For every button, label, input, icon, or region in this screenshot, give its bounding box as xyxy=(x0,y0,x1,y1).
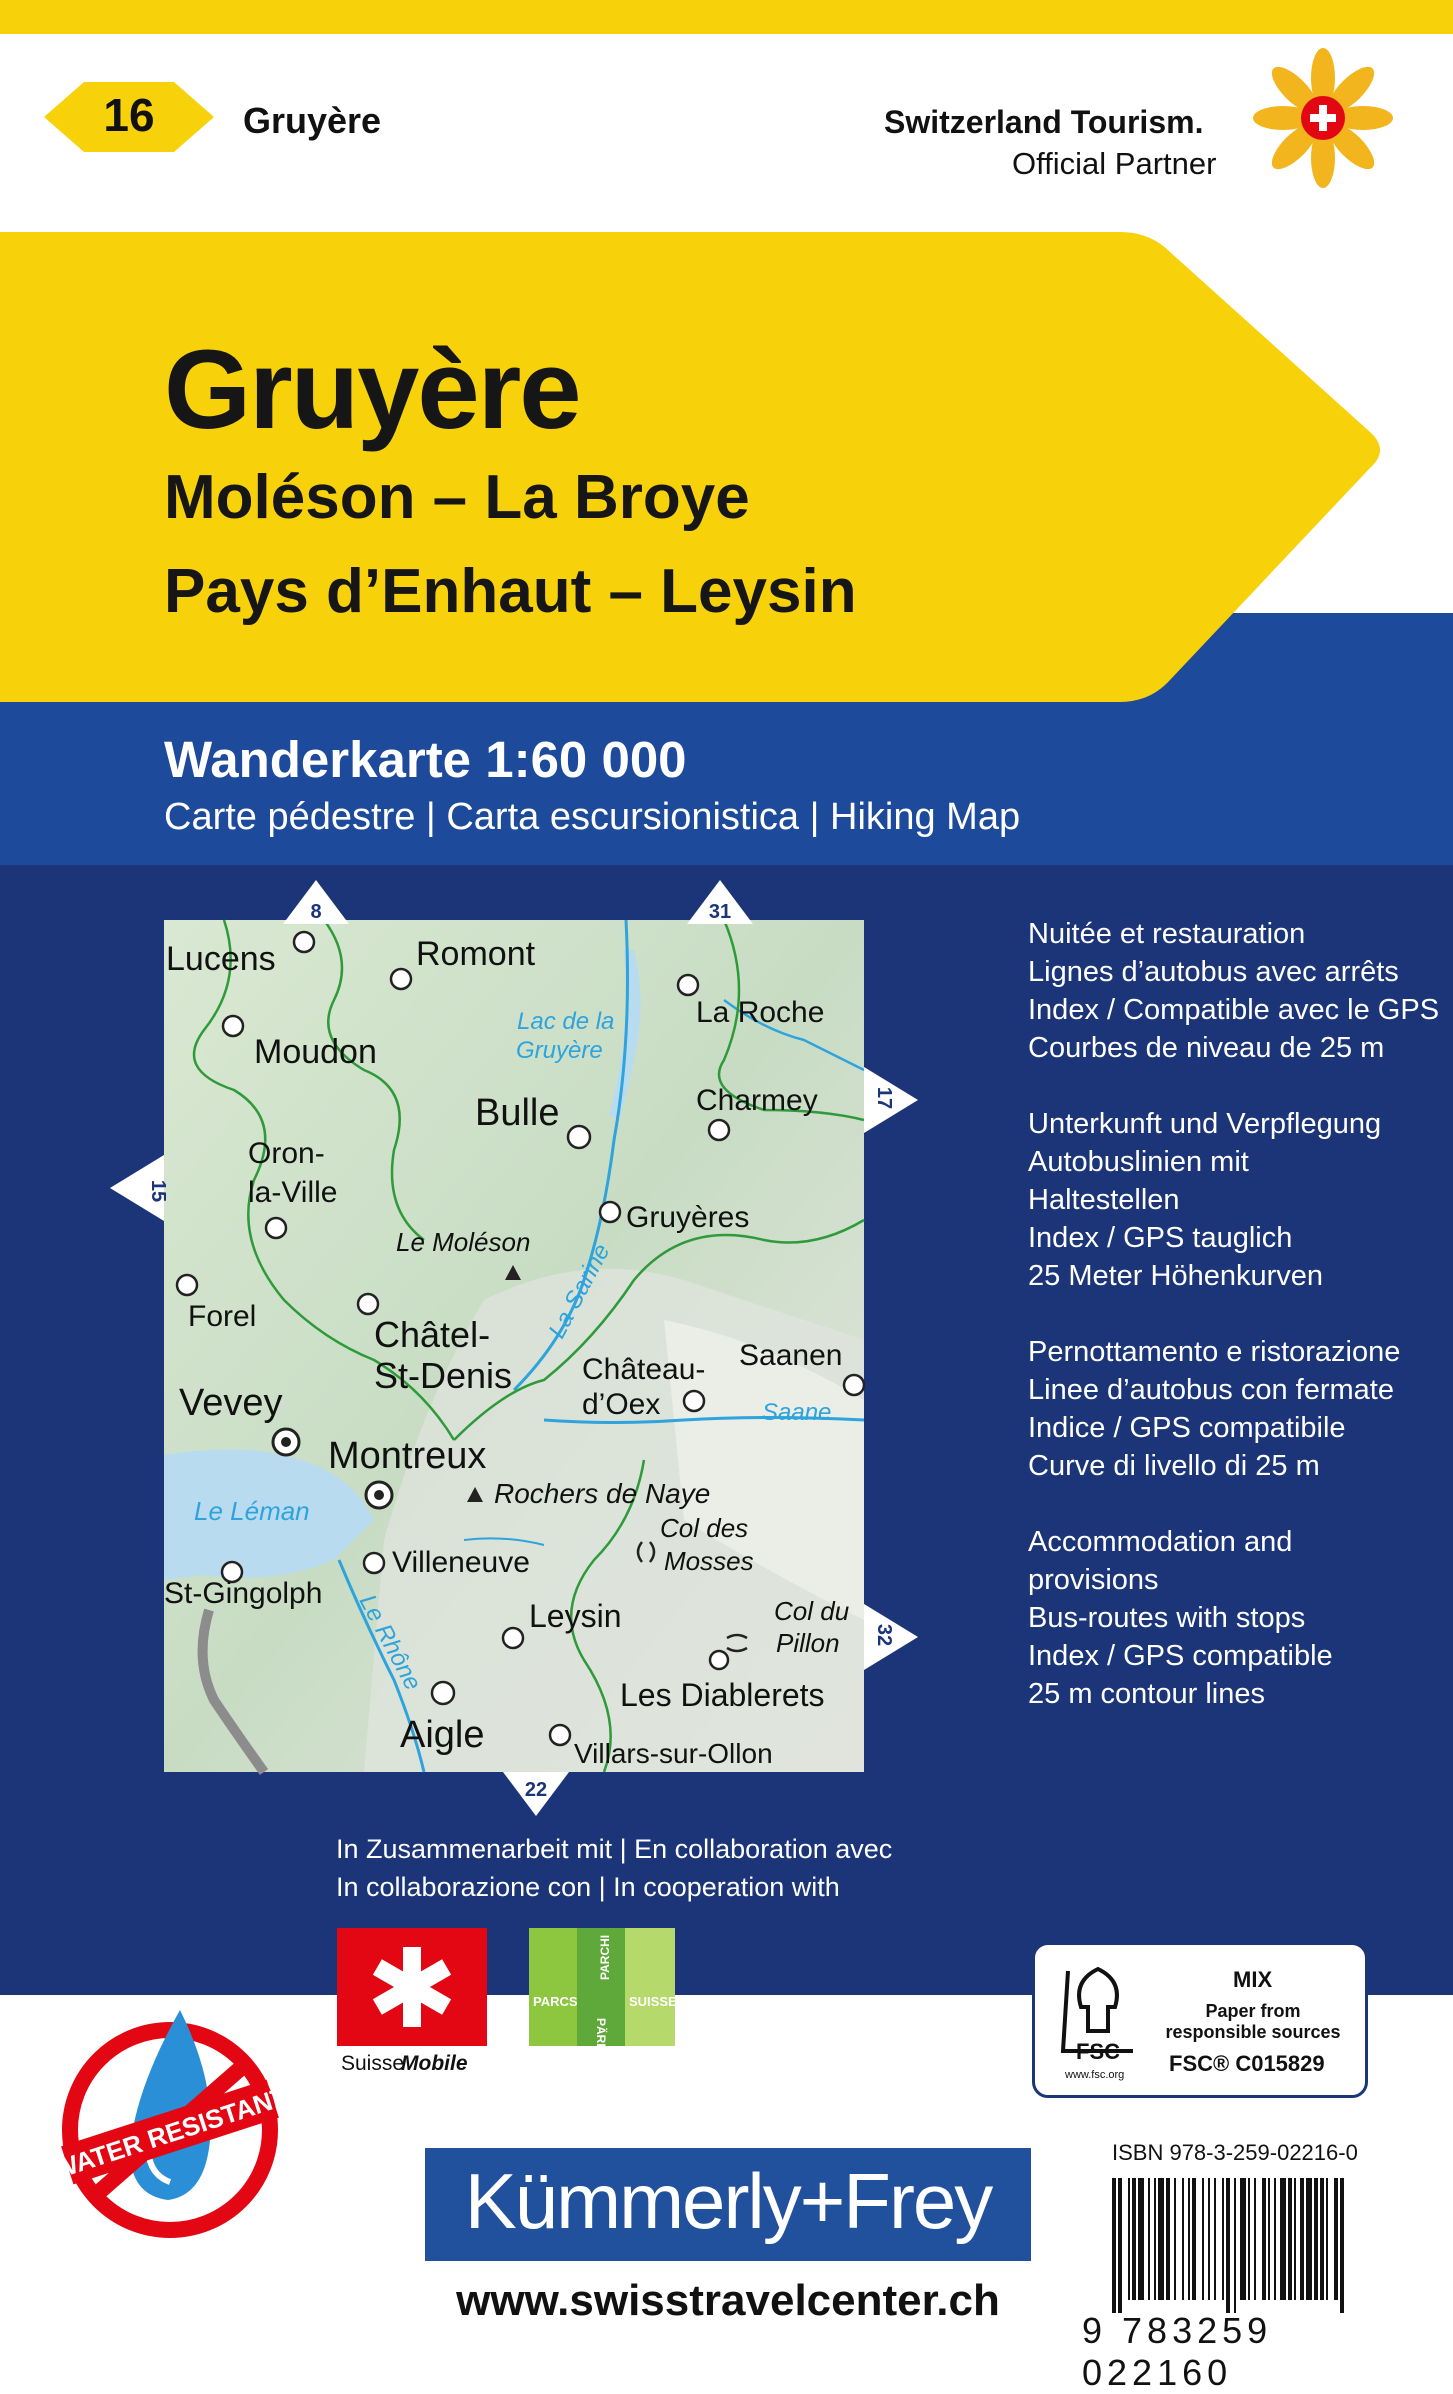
svg-text:NETZWERK: NETZWERK xyxy=(680,2045,765,2062)
overview-map xyxy=(164,920,864,1772)
map-label-lac-gruyere-2: Gruyère xyxy=(516,1037,603,1064)
fsc-paper-text: Paper from responsible sources xyxy=(1165,2001,1341,2042)
map-label-rochers: Rochers de Naye xyxy=(494,1478,711,1509)
partner-name: Switzerland Tourism. xyxy=(884,104,1204,140)
map-label-saane: Saane xyxy=(762,1399,832,1426)
svg-text:SUISSES: SUISSES xyxy=(629,1994,686,2009)
svg-text:Suisse: Suisse xyxy=(341,2052,405,2075)
map-label-aigle: Aigle xyxy=(400,1714,485,1756)
water-resistant-badge xyxy=(50,2000,290,2240)
svg-text:RETE: RETE xyxy=(680,2011,721,2028)
map-label-leysin: Leysin xyxy=(529,1598,622,1634)
map-label-col-mosses-1: Col des xyxy=(660,1513,749,1543)
map-label-st-gingolph: St-Gingolph xyxy=(164,1577,323,1610)
map-label-col-pillon-2: Pillon xyxy=(776,1628,840,1658)
barcode xyxy=(1112,2178,1408,2313)
legend-english: Accommodation and provisions Bus-routes with stops Index / GPS compatible 25 m contour lines xyxy=(1028,1526,1333,1710)
title-subtitle-2: Pays d’Enhaut – Leysin xyxy=(164,557,857,626)
fsc-url: www.fsc.org xyxy=(1065,2069,1125,2081)
adjacent-map-marker-left xyxy=(110,1155,169,1221)
svg-text:32: 32 xyxy=(873,1623,895,1647)
switzerland-tourism-logo xyxy=(1258,50,1388,190)
fsc-tree-icon xyxy=(1053,1961,1143,2064)
map-label-romont: Romont xyxy=(416,935,536,973)
map-label-col-mosses-2: Mosses xyxy=(664,1546,754,1576)
svg-text:Mobile: Mobile xyxy=(401,2052,468,2075)
map-label-moudon: Moudon xyxy=(254,1033,377,1071)
map-label-gruyeres: Gruyères xyxy=(626,1201,750,1234)
map-label-lucens: Lucens xyxy=(166,940,276,978)
svg-text:22: 22 xyxy=(524,1779,548,1801)
map-label-le-moleson: Le Moléson xyxy=(396,1227,531,1257)
svg-text:www.parks.swiss: www.parks.swiss xyxy=(531,2056,705,2079)
svg-text:WATER RESISTANT: WATER RESISTANT xyxy=(49,2080,292,2186)
partner-subtitle: Official Partner xyxy=(1012,146,1217,181)
legend-italian: Pernottamento e ristorazione Linee d’autobus con fermate Indice / GPS compatibile Curve di livello di 25 m xyxy=(1028,1336,1401,1482)
isbn-label: ISBN 978-3-259-02216-0 xyxy=(1112,2140,1358,2165)
suissemobile-logo xyxy=(337,1928,487,2078)
map-label-vevey: Vevey xyxy=(179,1382,283,1424)
map-label-forel: Forel xyxy=(188,1300,257,1333)
map-types: Carte pédestre | Carta escursionistica | Hiking Map xyxy=(164,796,1021,838)
map-label-villars: Villars-sur-Ollon xyxy=(574,1738,773,1769)
map-label-chateau-2: d’Oex xyxy=(582,1388,661,1421)
adjacent-map-marker-top-right xyxy=(687,880,753,924)
publisher-name: Kümmerly+Frey xyxy=(464,2157,992,2245)
fsc-license-code: FSC® C015829 xyxy=(1169,2051,1325,2076)
swiss-parks-logo xyxy=(527,1928,767,2078)
collaboration-text: In Zusammenarbeit mit | En collaboration avec In collaborazione con | In cooperation with xyxy=(336,1834,893,1902)
svg-text:PÄRKE: PÄRKE xyxy=(594,2018,608,2061)
map-label-montreux: Montreux xyxy=(328,1435,487,1477)
svg-text:FSC: FSC xyxy=(1076,2039,1120,2064)
publisher-url: www.swisstravelcenter.ch xyxy=(456,2276,1000,2325)
adjacent-map-marker-top-left xyxy=(283,880,349,924)
title-main: Gruyère xyxy=(164,327,580,452)
map-label-chateau-1: Château- xyxy=(582,1353,706,1386)
map-label-le-leman: Le Léman xyxy=(194,1496,310,1526)
fsc-mix-label: MIX xyxy=(1233,1967,1273,1992)
map-label-charmey: Charmey xyxy=(696,1084,818,1117)
top-color-strip xyxy=(0,0,1453,34)
svg-text:RESEAU: RESEAU xyxy=(680,1994,743,2011)
map-label-bulle: Bulle xyxy=(475,1092,560,1134)
adjacent-map-marker-right xyxy=(864,1067,918,1133)
map-scale-label: Wanderkarte 1:60 000 xyxy=(164,731,687,788)
adjacent-map-marker-bottom xyxy=(503,1772,569,1816)
title-subtitle-1: Moléson – La Broye xyxy=(164,463,750,532)
map-label-lac-gruyere-1: Lac de la xyxy=(517,1008,615,1035)
map-label-oron-2: la-Ville xyxy=(248,1176,338,1209)
barcode-digits: 9 783259 022160 xyxy=(1082,2310,1273,2393)
legend-french: Nuitée et restauration Lignes d’autobus avec arrêts Index / Compatible avec le GPS Courbes de niveau de 25 m xyxy=(1028,918,1440,1064)
map-label-villeneuve: Villeneuve xyxy=(392,1546,530,1579)
svg-text:PARCHI: PARCHI xyxy=(598,1934,612,1980)
map-label-la-roche: La Roche xyxy=(696,996,825,1029)
svg-text:8: 8 xyxy=(310,901,322,923)
map-label-saanen: Saanen xyxy=(739,1339,843,1372)
svg-text:15: 15 xyxy=(147,1179,169,1203)
map-label-oron-1: Oron- xyxy=(248,1137,325,1170)
svg-text:31: 31 xyxy=(708,901,732,923)
adjacent-map-marker-bottom-right xyxy=(864,1604,918,1670)
map-label-chatel-2: St-Denis xyxy=(374,1355,513,1396)
map-number: 16 xyxy=(103,89,155,141)
map-label-col-pillon-1: Col du xyxy=(774,1596,850,1626)
region-name-header: Gruyère xyxy=(243,100,382,141)
map-label-la-sarine: La Sarine xyxy=(543,1239,616,1343)
map-label-les-diablerets: Les Diablerets xyxy=(620,1677,825,1713)
svg-text:PARCS: PARCS xyxy=(533,1994,578,2009)
map-label-le-rhone: Le Rhône xyxy=(353,1590,427,1695)
legend-german: Unterkunft und Verpflegung Autobuslinien mit Haltestellen Index / GPS tauglich 25 Meter Höhenkurven xyxy=(1028,1108,1382,1292)
map-label-chatel-1: Châtel- xyxy=(374,1314,491,1355)
svg-text:17: 17 xyxy=(873,1086,895,1110)
svg-text:RAIT: RAIT xyxy=(680,2028,715,2045)
fsc-certification-box xyxy=(1032,1942,1368,2098)
